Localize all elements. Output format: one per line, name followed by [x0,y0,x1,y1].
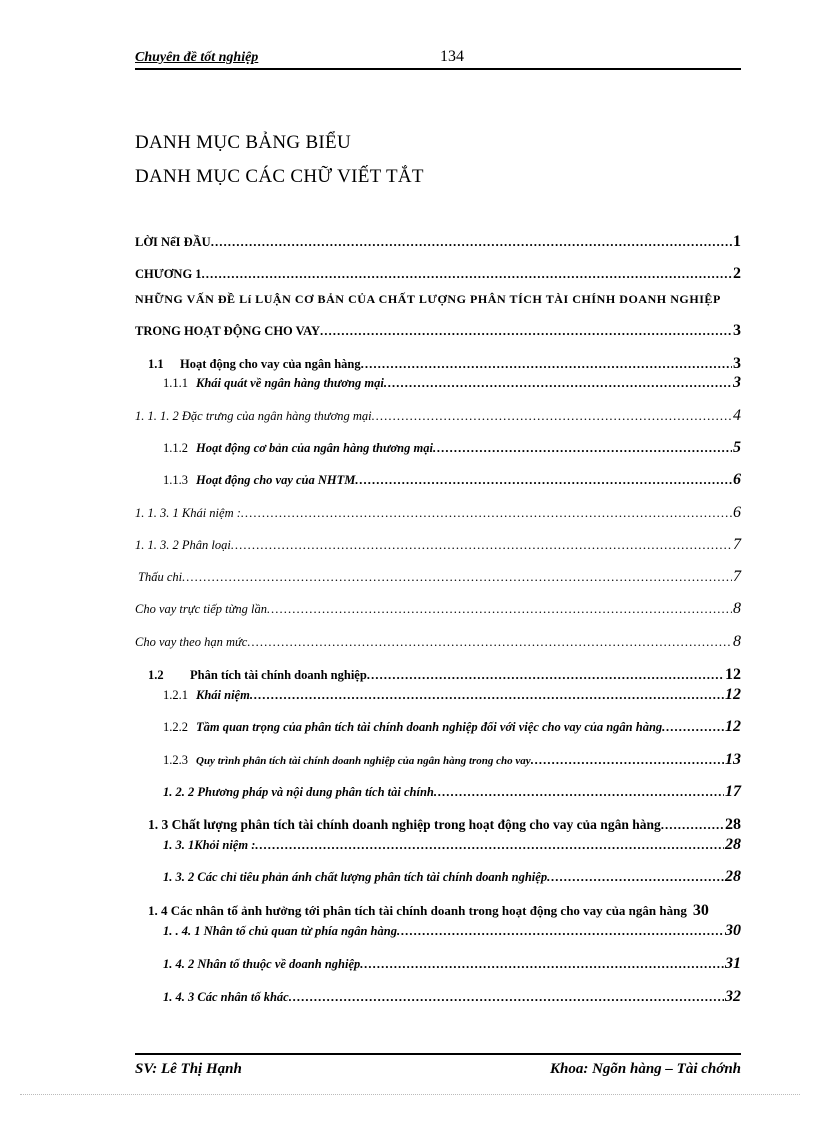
toc-entry-number: 1.2.2 [163,720,188,734]
toc-entry[interactable] [135,407,741,425]
toc-entry-label: Hoạt động cho vay của NHTM [196,473,356,487]
toc-leader-dots [289,989,724,1005]
toc-entry-label: 1. 1. 1. 2 Đặc trưng của ngân hàng thương mại [135,409,372,423]
toc-entry-page: 6 [733,504,741,521]
toc-leader-dots [661,817,724,833]
page-footer [135,1053,741,1085]
toc-leader-dots [182,569,732,585]
toc-entry-page: 28 [725,868,741,885]
toc-entry-label: 1. 3. 2 Các chỉ tiêu phản ánh chất lượng phân tích tài chính doanh nghiệp [163,870,548,884]
toc-leader-dots [547,869,724,885]
page-bottom-divider [20,1094,800,1095]
toc-entry-page: 1 [733,233,741,250]
toc-entry[interactable] [163,955,741,973]
toc-leader-dots [255,837,724,853]
toc-entry-label: 1. 3. 1Khỏi niệm : [163,838,256,852]
toc-leader-dots [384,375,732,391]
toc-leader-dots [367,667,724,683]
toc-entry-label: CHƯƠNG 1 [135,267,202,281]
toc-leader-dots [202,266,732,282]
toc-entry[interactable] [135,504,741,522]
toc-entry-label: Hoạt động cơ bản của ngân hàng thương mại [196,441,433,455]
toc-leader-dots [662,719,724,735]
toc-entry[interactable] [148,902,741,920]
toc-entry[interactable] [163,783,741,801]
toc-entry-page: 30 [692,902,709,919]
toc-entry[interactable] [135,600,741,618]
toc-entry-page: 32 [725,988,741,1005]
toc-entry-label: Hoạt động cho vay của ngân hàng [180,357,361,371]
toc-entry-page: 6 [733,471,741,488]
toc-entry[interactable] [135,536,741,554]
toc-entry-label: 1. 1. 3. 2 Phân loại [135,538,231,552]
toc-entry-page: 8 [733,633,741,650]
toc-leader-dots [434,784,724,800]
toc-entry-label: Cho vay trực tiếp từng lần [135,602,268,616]
toc-leader-dots [231,537,732,553]
toc-entry-number: 1.2 [148,668,164,682]
toc-entry-label: Phân tích tài chính doanh nghiệp [190,668,367,682]
toc-entry-number: 1.1.1 [163,376,188,390]
toc-leader-dots [361,356,732,372]
toc-entry-label: Thấu chi [138,570,183,584]
header-page-number: 134 [440,48,464,65]
toc-entry-page: 12 [725,686,741,703]
toc-entry-page: 7 [733,568,741,585]
toc-entry[interactable] [135,233,741,251]
toc-entry-page: 31 [725,955,741,972]
toc-entry-label: Khái quát về ngân hàng thương mại [196,376,384,390]
toc-entry-page: 4 [733,407,741,424]
toc-entry-page: 5 [733,439,741,456]
toc-entry-page: 28 [725,836,741,853]
toc-leader-dots [372,408,732,424]
toc-entry-page: 2 [733,265,741,282]
toc-leader-dots [355,472,732,488]
section-title-list-of-tables: DANH MỤC BẢNG BIỂU [135,132,351,153]
toc-entry-page: 13 [725,751,741,768]
toc-entry[interactable] [135,633,741,651]
toc-entry-page: 3 [733,355,741,372]
toc-entry-number: 1.2.1 [163,688,188,702]
toc-leader-dots [531,752,724,768]
header-document-title: Chuyên đề tốt nghiệp [135,50,259,65]
toc-leader-dots [320,323,732,339]
toc-entry[interactable] [135,292,741,307]
toc-entry-label: 1. 3 Chất lượng phân tích tài chính doanh nghiệp trong hoạt động cho vay của ngân hàng [148,817,661,832]
toc-entry[interactable] [148,355,741,373]
toc-entry[interactable] [138,568,741,586]
toc-entry-page: 17 [725,783,741,800]
toc-entry-label: 1. 2. 2 Phương pháp và nội dung phân tích tài chính [163,785,434,799]
toc-entry[interactable] [135,322,741,340]
toc-entry-label: 1. 4. 2 Nhân tố thuộc về doanh nghiệp [163,957,361,971]
toc-entry-number: 1.2.3 [163,753,188,767]
toc-entry-number: 1.1 [148,357,164,371]
page-header [135,48,741,70]
toc-entry-page: 8 [733,600,741,617]
toc-entry-page: 12 [725,718,741,735]
toc-entry-label: 1. . 4. 1 Nhân tố chủ quan từ phía ngân hàng [163,924,397,938]
toc-entry-label: Cho vay theo hạn mức [135,635,248,649]
toc-entry[interactable] [148,666,741,684]
toc-entry-label: 1. 1. 3. 1 Khái niệm : [135,506,241,520]
toc-leader-dots [211,234,732,250]
toc-entry-number: 1.1.2 [163,441,188,455]
toc-entry[interactable] [163,868,741,886]
toc-entry-page: 28 [725,816,741,833]
toc-entry-number: 1.1.3 [163,473,188,487]
section-title-abbreviations: DANH MỤC CÁC CHỮ VIẾT TẮT [135,166,424,187]
toc-entry[interactable] [163,686,741,704]
toc-entry[interactable] [163,471,741,489]
toc-entry[interactable] [163,922,741,940]
toc-entry-page: 7 [733,536,741,553]
toc-entry[interactable] [163,836,741,854]
toc-entry-label: TRONG HOẠT ĐỘNG CHO VAY [135,324,320,338]
toc-entry-label: Khái niệm [196,688,250,702]
toc-leader-dots [360,956,724,972]
toc-entry-page: 12 [725,666,741,683]
footer-student-name: SV: Lê Thị Hạnh [135,1061,242,1077]
toc-entry-label: Tầm quan trọng của phân tích tài chính doanh nghiệp đối với việc cho vay của ngân hàng [196,720,663,734]
toc-leader-dots [397,923,724,939]
toc-entry[interactable] [163,751,741,769]
toc-entry-label: LỜI NểI ĐẦU [135,235,211,249]
toc-entry[interactable] [163,988,741,1006]
toc-entry-label: Quy trình phân tích tài chính doanh nghiệp của ngân hàng trong cho vay [196,755,531,767]
toc-entry-page: 3 [733,322,741,339]
toc-leader-dots [247,634,732,650]
toc-entry[interactable] [163,439,741,457]
toc-entry-label: 1. 4. 3 Các nhân tố khác [163,990,289,1004]
toc-leader-dots [241,505,732,521]
toc-entry[interactable] [163,718,741,736]
toc-entry-label: NHỮNG VẤN ĐỀ Lí LUẬN CƠ BẢN CỦA CHẤT LƯỢNG PHÂN TÍCH TÀI CHÍNH DOANH NGHIỆP [135,292,721,306]
toc-entry[interactable] [135,265,741,283]
toc-leader-dots [267,601,732,617]
toc-entry[interactable] [148,816,741,834]
toc-leader-dots [433,440,732,456]
toc-entry-page: 3 [733,374,741,391]
toc-entry-page: 30 [725,922,741,939]
toc-leader-dots [250,687,724,703]
footer-faculty: Khoa: Ngõn hàng – Tài chớnh [549,1061,741,1077]
toc-entry-label: 1. 4 Các nhân tố ảnh hưởng tới phân tích tài chính doanh trong hoạt động cho vay của ngân hàng [148,903,687,918]
toc-entry[interactable] [163,374,741,392]
